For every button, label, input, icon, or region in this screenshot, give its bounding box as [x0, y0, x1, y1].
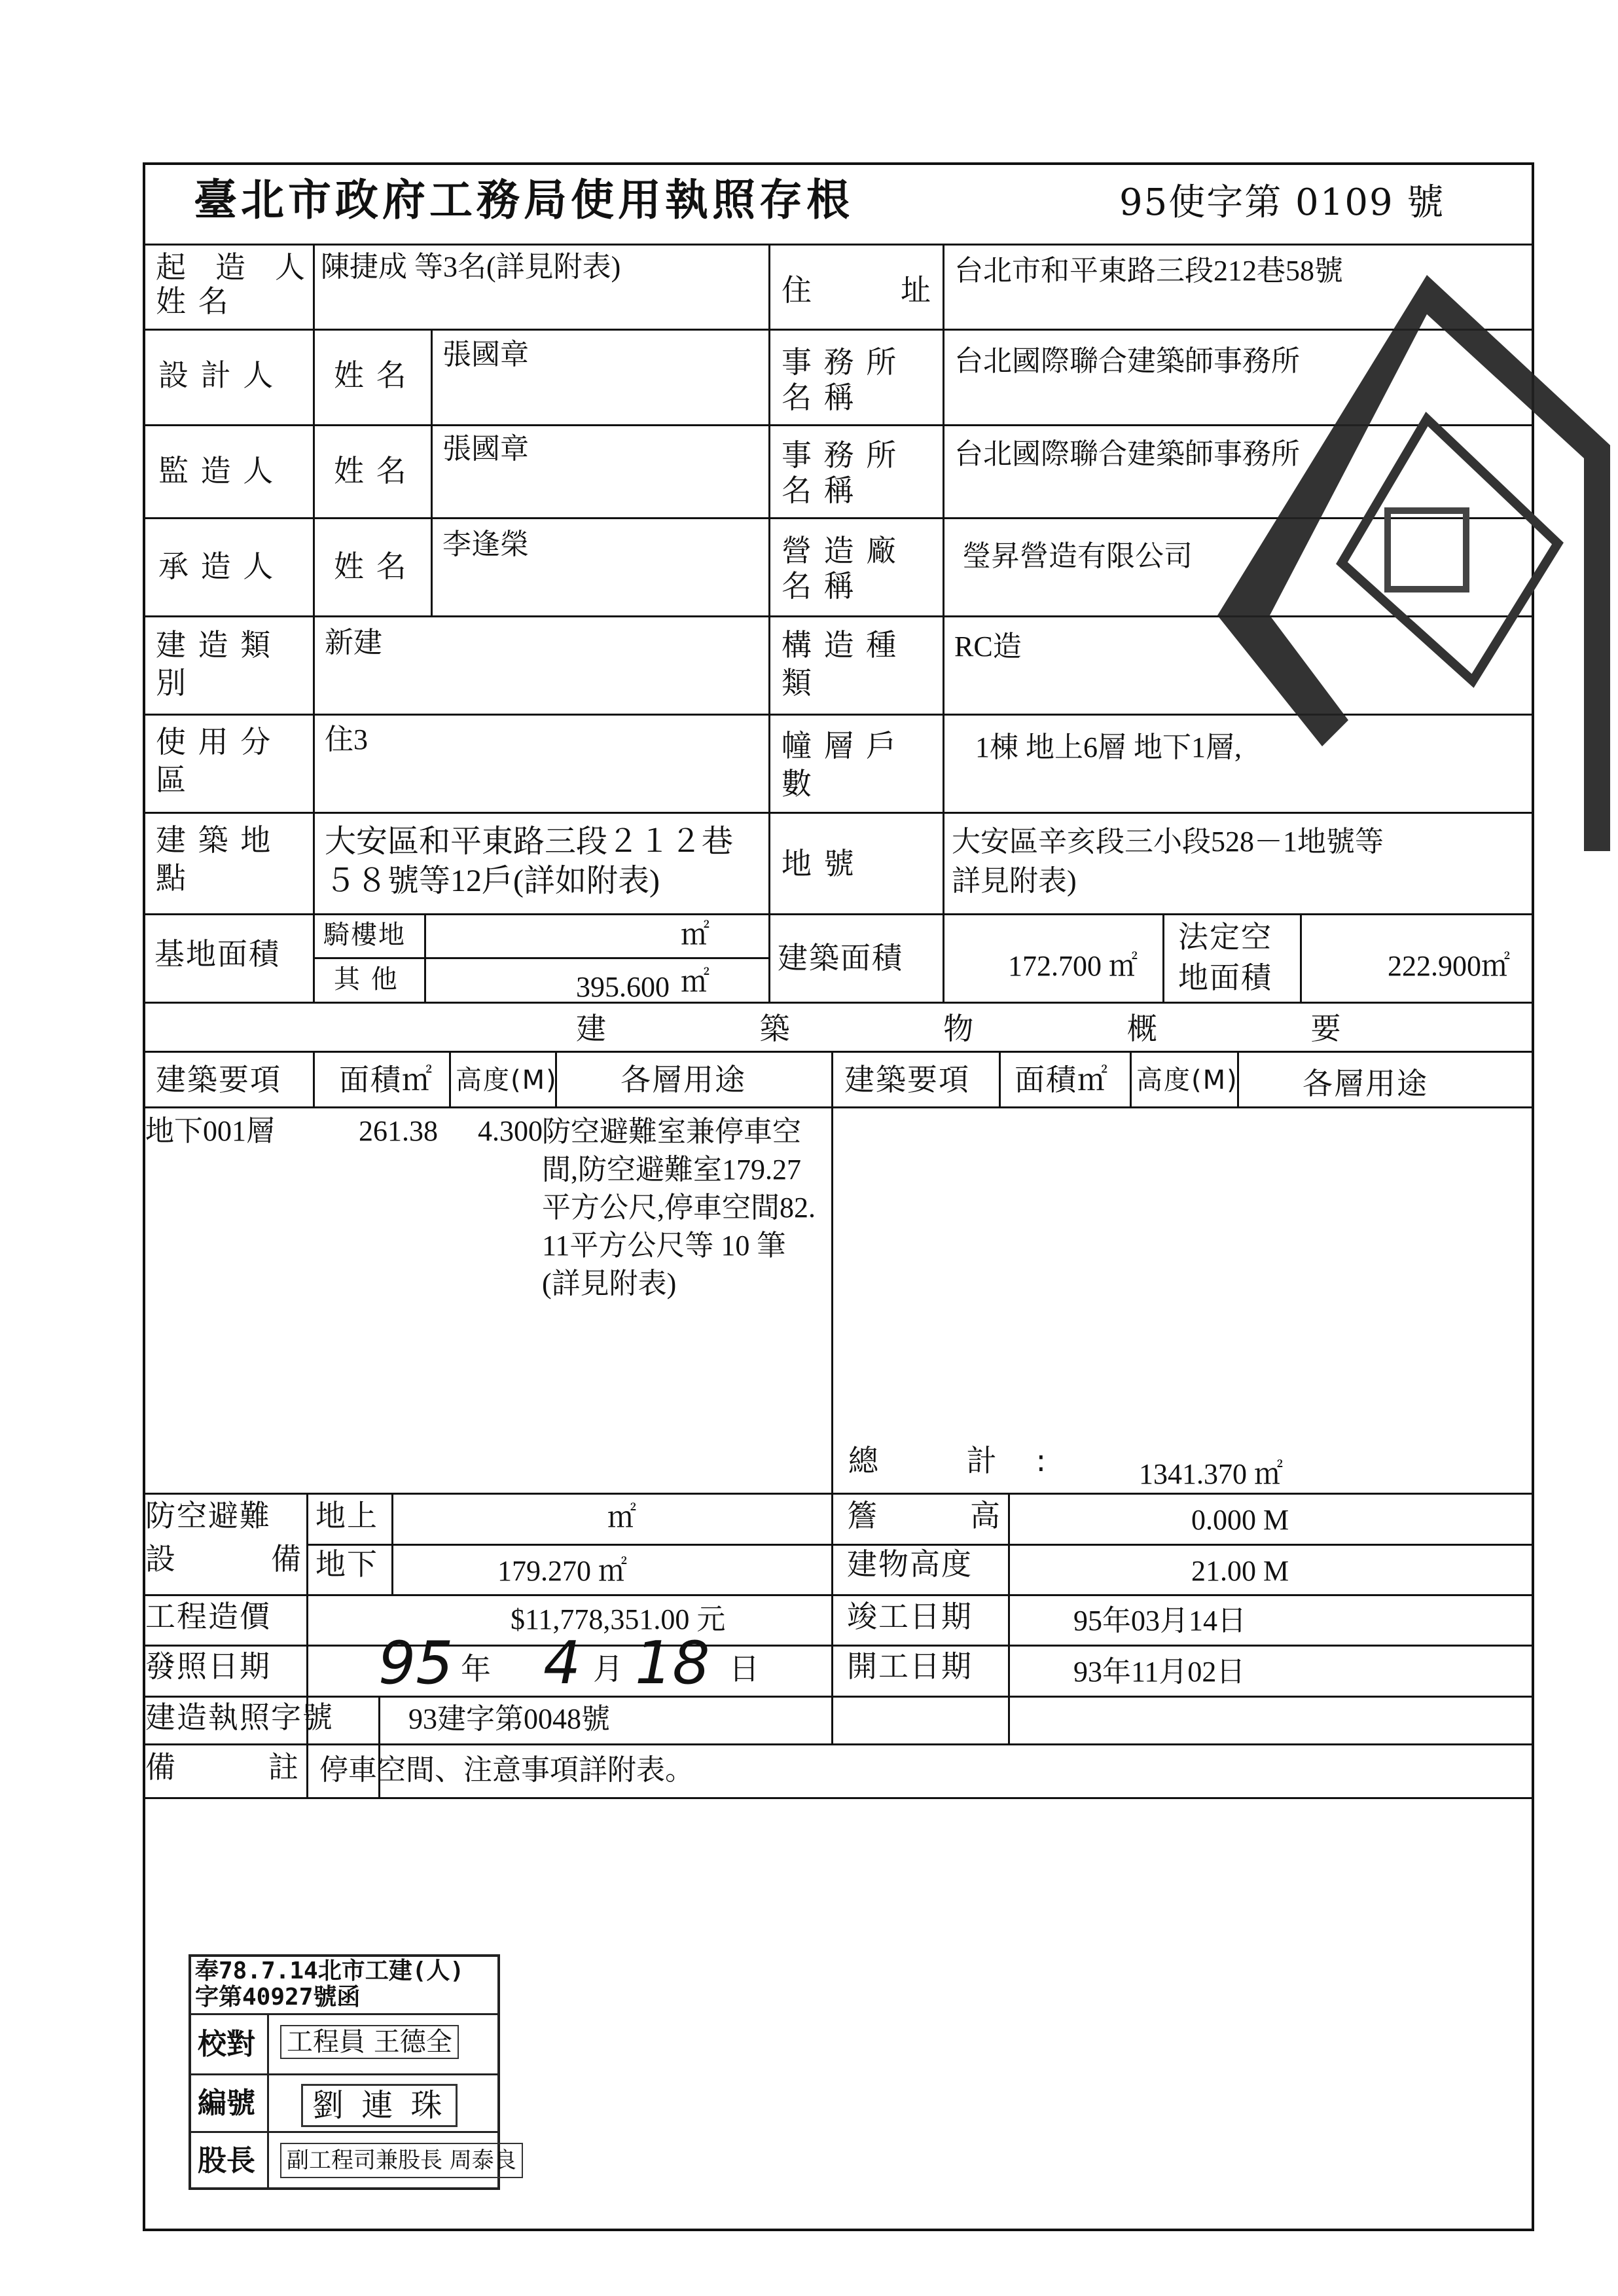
- supervisor-office-label: 事 務 所 名 稱: [782, 437, 898, 508]
- location-line2: ５８號等12戶(詳如附表): [325, 864, 660, 898]
- cost-label: 工程造價: [145, 1599, 271, 1634]
- designer-name-label: 姓 名: [334, 357, 408, 393]
- supervisor-name: 張國章: [442, 433, 529, 465]
- location-label: 建 築 地 點: [156, 822, 272, 896]
- designer-label: 設 計 人: [158, 357, 275, 393]
- rule: [143, 913, 1534, 915]
- open-space-label-2: 地面積: [1178, 960, 1272, 995]
- building-area-value: 172.700 ㎡: [1008, 950, 1138, 982]
- contractor-label: 承 造 人: [158, 549, 275, 584]
- col-area-header-2: 面積㎡: [1015, 1062, 1109, 1097]
- completion-label: 竣工日期: [847, 1599, 973, 1634]
- open-space-value: 222.900㎡: [1388, 950, 1510, 982]
- stamp-number-label: 編號: [198, 2086, 255, 2120]
- contractor-company-label: 營 造 廠 名 稱: [782, 533, 898, 604]
- shelter-above-value: ㎡: [607, 1501, 636, 1533]
- floor-item: 地下001層: [145, 1115, 275, 1147]
- rule: [1130, 1051, 1132, 1106]
- rule: [313, 957, 768, 959]
- col-height-header: 高度(M): [456, 1065, 558, 1095]
- rule: [143, 1002, 1534, 1004]
- floor-use: 防空避難室兼停車空間,防空避難室179.27平方公尺,停車空間82.11平方公尺等 10 筆(詳見附表): [542, 1116, 816, 1300]
- permit-number: 95使字第 0109 號: [1119, 181, 1445, 224]
- supervisor-name-label: 姓 名: [334, 453, 408, 488]
- overview-title: 建 築 物 概 要: [576, 1011, 1413, 1046]
- rule: [768, 244, 770, 1002]
- rule: [424, 913, 426, 1002]
- rule: [943, 244, 944, 1002]
- issue-day: 18: [635, 1629, 710, 1698]
- rule: [306, 1544, 1534, 1546]
- stamp-chief-label: 股長: [198, 2144, 255, 2178]
- site-area-label: 基地面積: [154, 936, 280, 972]
- remarks-label: 備 註: [145, 1749, 300, 1785]
- shelter-above-label: 地上: [315, 1498, 378, 1533]
- contractor-company: 瑩昇營造有限公司: [962, 540, 1193, 572]
- applicant-label: 起 造 人 姓 名: [156, 249, 306, 319]
- applicant-name: 陳捷成 等3名(詳見附表): [321, 251, 621, 283]
- other-unit: ㎡: [681, 966, 710, 998]
- build-permit-value: 93建字第0048號: [408, 1703, 610, 1735]
- rule: [313, 1051, 315, 1106]
- remarks-value: 停車空間、注意事項詳附表。: [319, 1754, 694, 1786]
- total-label: 總 計:: [848, 1443, 1086, 1478]
- rule: [143, 1645, 1534, 1647]
- supervisor-office: 台北國際聯合建築師事務所: [954, 438, 1300, 470]
- stamp-check-label: 校對: [198, 2028, 255, 2061]
- rule: [143, 1743, 1534, 1745]
- contractor-name-label: 姓 名: [334, 549, 408, 584]
- address-value: 台北市和平東路三段212巷58號: [954, 255, 1343, 287]
- contractor-name: 李逢榮: [442, 528, 529, 560]
- address-label: 住 址: [782, 272, 932, 308]
- rule: [831, 1051, 833, 1493]
- structure-value: RC造: [954, 630, 1022, 663]
- col-area-header: 面積㎡: [339, 1062, 433, 1097]
- arcade-unit: ㎡: [681, 919, 710, 951]
- designer-office-label: 事 務 所 名 稱: [782, 344, 898, 415]
- col-use-header-2: 各層用途: [1303, 1066, 1428, 1101]
- issue-month-unit: 月: [593, 1651, 624, 1686]
- completion-value: 95年03月14日: [1073, 1605, 1246, 1637]
- rule: [143, 244, 1534, 246]
- other-value: 395.600: [576, 971, 670, 1003]
- lot-line2: 詳見附表): [952, 865, 1077, 897]
- start-date-label: 開工日期: [847, 1649, 973, 1684]
- other-label: 其 他: [334, 964, 399, 994]
- rule: [143, 1051, 1534, 1053]
- col-item-header: 建築要項: [156, 1062, 281, 1097]
- open-space-label-1: 法定空: [1178, 919, 1272, 955]
- form-title: 臺北市政府工務局使用執照存根: [194, 174, 854, 225]
- col-height-header-2: 高度(M): [1136, 1065, 1238, 1095]
- approval-stamp: [189, 1954, 516, 2190]
- stamp-ref-line2: 字第40927號函: [195, 1984, 361, 2011]
- rule: [306, 1743, 308, 1797]
- supervisor-label: 監 造 人: [158, 453, 275, 488]
- rule: [1008, 1493, 1010, 1743]
- issue-day-unit: 日: [729, 1651, 761, 1686]
- lot-label: 地 號: [782, 846, 855, 881]
- lot-line1: 大安區辛亥段三小段528－1地號等: [952, 826, 1384, 858]
- cost-value: $11,778,351.00 元: [511, 1603, 726, 1635]
- seal-mark: [1191, 262, 1617, 884]
- start-date-value: 93年11月02日: [1073, 1656, 1246, 1688]
- structure-label: 構 造 種 類: [782, 627, 898, 701]
- designer-name: 張國章: [442, 338, 529, 371]
- build-type-label: 建 造 類 別: [156, 627, 272, 701]
- shelter-label-1: 防空避難: [145, 1498, 271, 1533]
- rule: [143, 1106, 1534, 1108]
- eaves-value: 0.000 M: [1191, 1504, 1289, 1536]
- floor-height: 4.300: [478, 1115, 543, 1147]
- issue-month: 4: [543, 1629, 581, 1698]
- build-type-value: 新建: [325, 627, 382, 659]
- location-line1: 大安區和平東路三段２１２巷: [325, 824, 734, 859]
- total-value: 1341.370 ㎡: [1139, 1458, 1283, 1490]
- shelter-label-2: 設 備: [145, 1541, 302, 1576]
- floor-area: 261.38: [359, 1115, 438, 1147]
- issue-date-label: 發照日期: [145, 1649, 271, 1684]
- zoning-value: 住3: [325, 723, 368, 756]
- issue-year: 95: [378, 1629, 454, 1698]
- floors-value: 1棟 地上6層 地下1層,: [975, 731, 1242, 763]
- building-area-label: 建築面積: [778, 940, 903, 975]
- rule: [831, 1493, 833, 1743]
- issue-year-unit: 年: [461, 1651, 492, 1686]
- zoning-label: 使 用 分 區: [156, 724, 272, 797]
- rule: [999, 1051, 1001, 1106]
- rule: [143, 1594, 1534, 1596]
- rule: [143, 1696, 1534, 1698]
- rule: [391, 1493, 393, 1594]
- rule: [1162, 913, 1164, 1002]
- shelter-below-label: 地下: [315, 1546, 378, 1582]
- rule: [143, 1797, 1534, 1799]
- rule: [449, 1051, 451, 1106]
- rule: [143, 1493, 1534, 1495]
- stamp-chief-value: 副工程司兼股長 周泰良: [280, 2143, 523, 2178]
- designer-office: 台北國際聯合建築師事務所: [954, 345, 1300, 377]
- stamp-number-value: 劉 連 珠: [301, 2084, 458, 2127]
- height-value: 21.00 M: [1191, 1555, 1289, 1587]
- stamp-ref-line1: 奉78.7.14北市工建(人): [195, 1958, 465, 1984]
- rule: [431, 329, 433, 615]
- build-permit-label: 建造執照字號: [145, 1700, 334, 1735]
- eaves-label: 簷 高: [847, 1498, 1001, 1533]
- shelter-below-value: 179.270 ㎡: [497, 1555, 627, 1587]
- height-label: 建物高度: [847, 1546, 973, 1582]
- rule: [313, 244, 315, 1002]
- arcade-label: 騎樓地: [323, 920, 406, 950]
- rule: [306, 1493, 308, 1594]
- rule: [1300, 913, 1302, 1002]
- col-item-header-2: 建築要項: [844, 1062, 970, 1097]
- floors-label: 幢 層 戶 數: [782, 728, 898, 801]
- col-use-header: 各層用途: [620, 1062, 746, 1097]
- stamp-check-value: 工程員 王德全: [280, 2025, 459, 2059]
